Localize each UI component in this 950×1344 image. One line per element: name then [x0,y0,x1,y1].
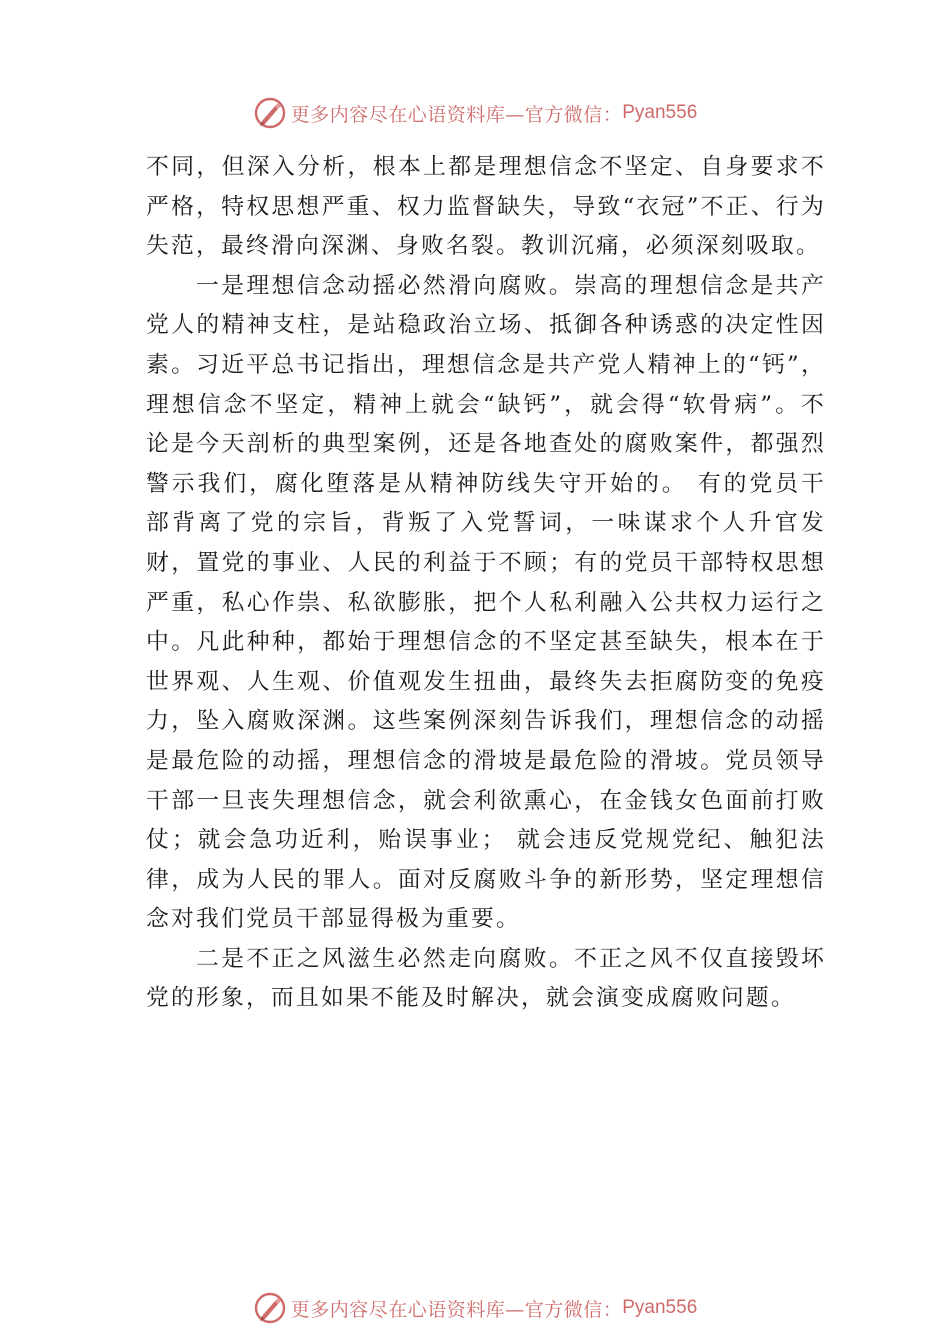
banner-text: 更多内容尽在心语资料库—官方微信： [290,1298,623,1321]
banner-contact: Pyan556 [622,1297,698,1318]
pen-logo-icon [253,96,287,130]
paragraph-point-one: 一是理想信念动摇必然滑向腐败。崇高的理想信念是共产党人的精神支柱，是站稳政治立场、抵御各种诱惑的决定性因素。习近平总书记指出，理想信念是共产党人精神上的“钙”，理想信念不坚定，精神上就会“缺钙”，就会得“软骨病”。不论是今天剖析的典型案例，还是各地查处的腐败案件，都强烈警示我们，腐化堕落是从精神防线失守开始的。 有的党员干部背离了党的宗旨，背叛了入党誓词，一味谋求个人升官发财，置党的事业、人民的利益于不顾；有的党员干部特权思想严重，私心作祟、私欲膨胀，把个人私利融入公共权力运行之中。凡此种种，都始于理想信念的不坚定甚至缺失，根本在于世界观、人生观、价值观发生扭曲，最终失去拒腐防变的免疫力，坠入腐败深渊。这些案例深刻告诉我们，理想信念的动摇是最危险的动摇，理想信念的滑坡是最危险的滑坡。党员领导干部一旦丧失理想信念，就会利欲熏心，在金钱女色面前打败仗；就会急功近利，贻误事业； 就会违反党规党纪、触犯法律，成为人民的罪人。面对反腐败斗争的新形势，坚定理想信念对我们党员干部显得极为重要。 [146,272,826,933]
paragraph-point-two: 二是不正之风滋生必然走向腐败。不正之风不仅直接毁坏党的形象，而且如果不能及时解决，就会演变成腐败问题。 [146,945,826,1012]
pen-logo-icon [253,1291,287,1325]
header-banner [0,93,950,133]
paragraph-continuation: 不同，但深入分析，根本上都是理想信念不坚定、自身要求不严格，特权思想严重、权力监督缺失，导致“衣冠”不正、行为失范，最终滑向深渊、身败名裂。教训沉痛，必须深刻吸取。 [146,154,826,260]
banner-text: 更多内容尽在心语资料库—官方微信： [290,103,623,126]
footer-banner [0,1288,950,1328]
banner-contact: Pyan556 [622,102,698,123]
document-body [146,148,826,1019]
